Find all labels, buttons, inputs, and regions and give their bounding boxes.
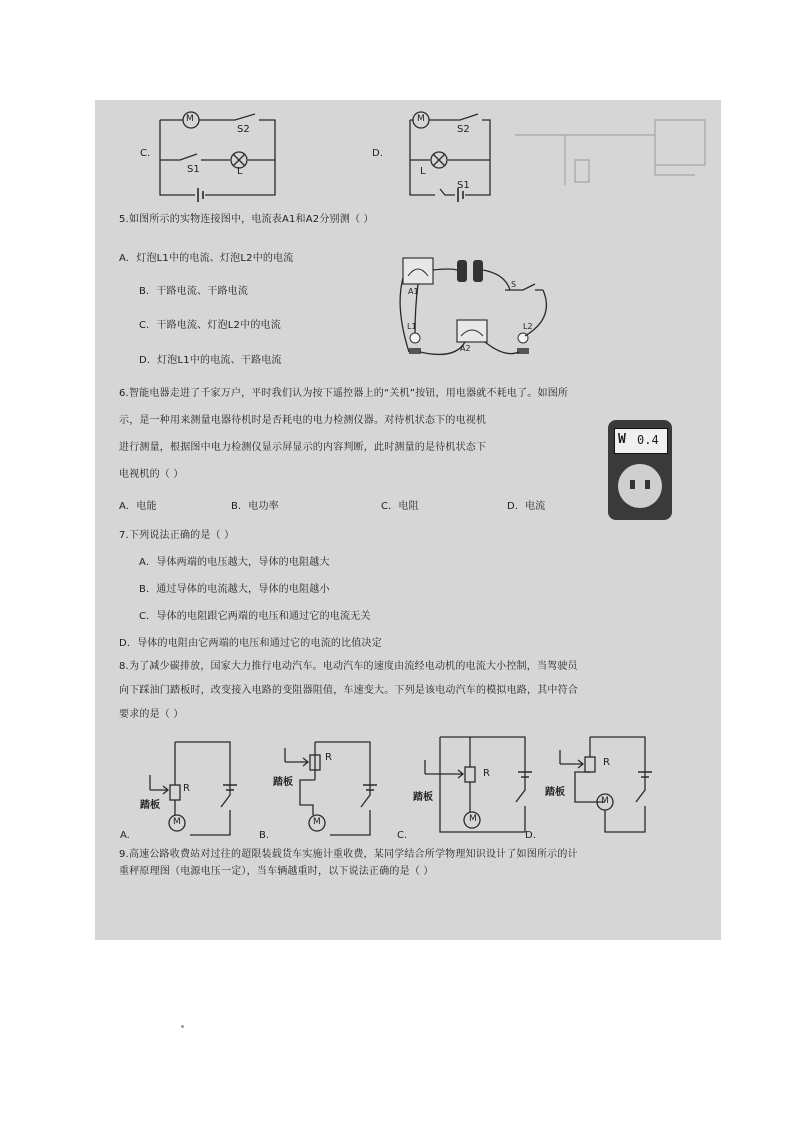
q8-label-a: A. [120,830,130,841]
q5-l2-label: L2 [523,322,533,331]
q9-line-2: 重秤原理图（电源电压一定），当车辆越重时，以下说法正确的是（ ） [119,866,434,877]
q6-line-4: 电视机的（ ） [119,469,184,480]
q5-physical-circuit-figure [395,248,555,368]
q4-option-c-circuit [155,110,285,200]
q8d-resistor-label: R [603,757,610,768]
q8a-pedal-label: 踏板 [140,800,160,811]
q4d-lamp-label: L [420,166,426,177]
q8-label-c: C. [397,830,408,841]
meter-reading: 0.4 [637,433,659,447]
q5-a1-label: A1 [408,287,419,296]
q8b-resistor-label: R [325,752,332,763]
q8-circuit-d [555,732,655,837]
q8-line-3: 要求的是（ ） [119,709,184,720]
q4d-motor-symbol: M [417,114,425,124]
q5-option-c: C．干路电流、灯泡L2中的电流 [139,320,281,331]
q6-option-b: B．电功率 [231,501,279,512]
q8-line-2: 向下踩油门踏板时，改变接入电路的变阻器阻值，车速变大。下列是该电动汽车的模拟电路，其中符合 [119,685,578,696]
q4-option-c-label: C. [140,148,151,159]
meter-unit: W [618,432,626,447]
q8-label-b: B. [259,830,270,841]
q8-line-1: 8.为了减少碳排放，国家大力推行电动汽车。电动汽车的速度由流经电动机的电流大小控制，当驾驶员 [119,661,578,672]
q5-option-a: A．灯泡L1中的电流、灯泡L2中的电流 [119,253,294,264]
q8d-pedal-label: 踏板 [545,787,565,798]
q8-circuit-a [135,740,245,840]
page-speck [181,1025,184,1028]
q6-line-1: 6.智能电器走进了千家万户，平时我们认为按下遥控器上的“关机”按钮，用电器就不耗电了。如图所 [119,388,569,399]
q8c-resistor-label: R [483,768,490,779]
q6-option-d: D．电流 [507,501,546,512]
q8c-motor-symbol: M [469,814,477,824]
bleed-through-sketch [505,115,705,195]
q6-line-3: 进行测量，根据图中电力检测仪显示屏显示的内容判断，此时测量的是待机状态下 [119,442,487,453]
q7-stem: 7.下列说法正确的是（ ） [119,530,235,541]
q8b-pedal-label: 踏板 [273,777,293,788]
power-meter-screen [614,428,668,454]
q7-option-d: D．导体的电阻由它两端的电压和通过它的电流的比值决定 [119,638,382,649]
q6-line-2: 示，是一种用来测量电器待机时是否耗电的电力检测仪器。对待机状态下的电视机 [119,415,487,426]
q8a-resistor-label: R [183,783,190,794]
q5-option-d: D．灯泡L1中的电流、干路电流 [139,355,282,366]
q7-option-c: C．导体的电阻跟它两端的电压和通过它的电流无关 [139,611,371,622]
q8a-motor-symbol: M [173,817,181,827]
q5-stem: 5.如图所示的实物连接图中，电流表A1和A2分别测（ ） [119,214,374,225]
q5-l1-label: L1 [407,322,417,331]
q8-label-d: D. [525,830,536,841]
q5-switch-label: S [511,280,517,289]
q9-line-1: 9.高速公路收费站对过往的超限装载货车实施计重收费，某同学结合所学物理知识设计了如图所示的计 [119,849,578,860]
q8c-pedal-label: 踏板 [413,792,433,803]
power-meter-device [608,420,672,520]
q4d-s1-label: S1 [457,180,470,191]
q6-option-a: A．电能 [119,501,157,512]
q8d-motor-symbol: M [601,796,609,806]
q5-a2-label: A2 [460,344,471,353]
q4c-motor-symbol: M [186,114,194,124]
meter-socket [618,464,662,508]
q6-option-c: C．电阻 [381,501,419,512]
scanned-exam-page [95,100,721,940]
q4d-s2-label: S2 [457,124,470,135]
q7-option-b: B．通过导体的电流越大，导体的电阻越小 [139,584,330,595]
q4c-s1-label: S1 [187,164,200,175]
q7-option-a: A．导体两端的电压越大，导体的电阻越大 [139,557,330,568]
q4c-s2-label: S2 [237,124,250,135]
q8b-motor-symbol: M [313,817,321,827]
q4-option-d-circuit [385,110,495,205]
q5-option-b: B．干路电流、干路电流 [139,286,249,297]
q4-option-d-label: D. [372,148,383,159]
q4c-lamp-label: L [237,166,243,177]
